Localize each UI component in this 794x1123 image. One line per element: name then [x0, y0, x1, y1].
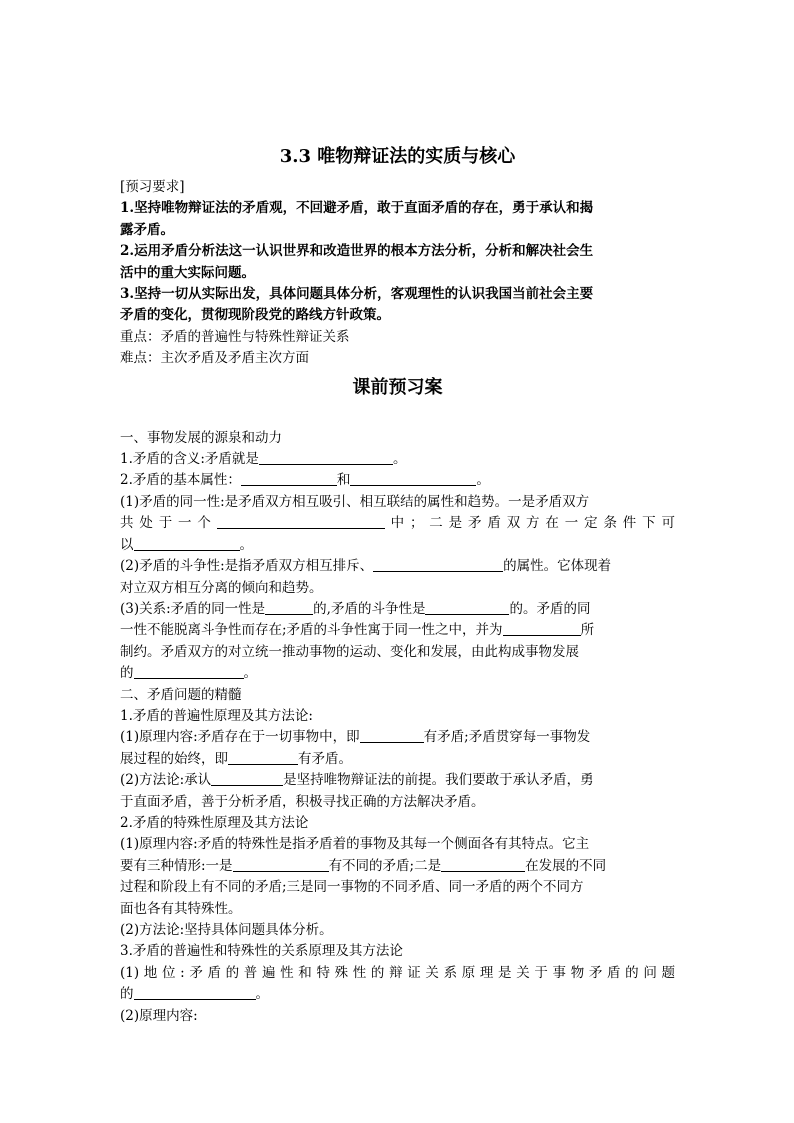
document-page — [120, 140, 675, 1027]
part-1-heading: 一、事物发展的源泉和动力 — [120, 429, 282, 446]
requirement-1-line-1: 1.坚持唯物辩证法的矛盾观，不回避矛盾，敢于直面矛盾的存在，勇于承认和揭 — [120, 200, 594, 217]
requirement-3-line-2: 矛盾的变化，贯彻现阶段党的路线方针政策。 — [120, 307, 390, 324]
fill-blank[interactable] — [217, 514, 385, 529]
basic-attributes: 2.矛盾的基本属性： 和 。 — [120, 472, 490, 489]
struggle-line-1: (2)矛盾的斗争性:是指矛盾双方相互排斥、 的属性。它体现着 — [120, 558, 612, 575]
relation-line-4: 的 。 — [120, 665, 257, 682]
fill-blank[interactable] — [441, 857, 525, 872]
particularity-line-4: 面也各有其特殊性。 — [120, 900, 242, 917]
universality-line-2: 展过程的始终，即 有矛盾。 — [120, 750, 352, 767]
fill-blank[interactable] — [265, 600, 313, 615]
requirement-3-line-1: 3.坚持一切从实际出发，具体问题具体分析，客观理性的认识我国当前社会主要 — [120, 286, 594, 303]
fill-blank[interactable] — [360, 728, 424, 743]
identity-line-1: (1)矛盾的同一性:是矛盾双方相互吸引、相互联结的属性和趋势。一是矛盾双方 — [120, 493, 590, 510]
page-title: 3.3 唯物辩证法的实质与核心 — [279, 146, 516, 167]
contradiction-definition: 1.矛盾的含义:矛盾就是 。 — [120, 451, 407, 468]
requirement-1-line-2: 露矛盾。 — [120, 221, 174, 238]
status-line-2: 的 。 — [120, 986, 269, 1003]
universality-heading: 1.矛盾的普遍性原理及其方法论: — [120, 707, 313, 724]
fill-blank[interactable] — [241, 471, 337, 486]
status-line-1: (1)地位:矛盾的普遍性和特殊性的辩证关系原理是关于事物矛盾的问题 — [120, 964, 675, 981]
principle-content: (2)原理内容: — [120, 1007, 198, 1024]
particularity-line-3: 过程和阶段上有不同的矛盾;三是同一事物的不同矛盾、同一矛盾的两个不同方 — [120, 879, 584, 896]
fill-blank[interactable] — [373, 557, 503, 572]
identity-line-3: 以 。 — [120, 536, 253, 553]
particularity-line-2: 要有三种情形:一是 有不同的矛盾;二是 在发展的不同 — [120, 857, 607, 874]
fill-blank[interactable] — [350, 471, 476, 486]
fill-blank[interactable] — [503, 621, 581, 636]
fill-blank[interactable] — [228, 750, 298, 765]
requirement-2-line-2: 活中的重大实际问题。 — [120, 264, 255, 281]
particularity-heading: 2.矛盾的特殊性原理及其方法论 — [120, 814, 309, 831]
fill-blank[interactable] — [259, 450, 393, 465]
fill-blank[interactable] — [134, 985, 256, 1000]
fill-blank[interactable] — [211, 771, 283, 786]
key-point: 重点：矛盾的普遍性与特殊性辩证关系 — [120, 328, 350, 345]
universality-method-line-2: 于直面矛盾，善于分析矛盾，积极寻找正确的方法解决矛盾。 — [120, 793, 485, 810]
section-title: 课前预习案 — [352, 376, 443, 398]
relation-line-1: (3)关系:矛盾的同一性是 的,矛盾的斗争性是 的。矛盾的同 — [120, 600, 591, 617]
fill-blank[interactable] — [134, 536, 240, 551]
identity-line-2: 共处于一个 中；二是矛盾双方在一定条件下可 — [120, 515, 675, 532]
fill-blank[interactable] — [134, 664, 244, 679]
part-2-heading: 二、矛盾问题的精髓 — [120, 686, 242, 703]
requirement-2-line-1: 2.运用矛盾分析法这一认识世界和改造世界的根本方法分析，分析和解决社会生 — [120, 243, 594, 260]
fill-blank[interactable] — [233, 857, 329, 872]
relation-line-2: 一性不能脱离斗争性而存在;矛盾的斗争性寓于同一性之中，并为 所 — [120, 622, 595, 639]
fill-blank[interactable] — [425, 600, 509, 615]
particularity-line-1: (1)原理内容:矛盾的特殊性是指矛盾着的事物及其每一个侧面各有其特点。它主 — [120, 836, 590, 853]
difficult-point: 难点：主次矛盾及矛盾主次方面 — [120, 350, 309, 367]
relation-heading: 3.矛盾的普遍性和特殊性的关系原理及其方法论 — [120, 943, 403, 960]
universality-method-line-1: (2)方法论:承认 是坚持唯物辩证法的前提。我们要敢于承认矛盾，勇 — [120, 772, 594, 789]
universality-line-1: (1)原理内容:矛盾存在于一切事物中，即 有矛盾;矛盾贯穿每一事物发 — [120, 729, 591, 746]
relation-line-3: 制约。矛盾双方的对立统一推动事物的运动、变化和发展，由此构成事物发展 — [120, 643, 579, 660]
particularity-method: (2)方法论:坚持具体问题具体分析。 — [120, 922, 333, 938]
struggle-line-2: 对立双方相互分离的倾向和趋势。 — [120, 579, 323, 596]
requirements-heading: [预习要求] — [120, 179, 185, 195]
